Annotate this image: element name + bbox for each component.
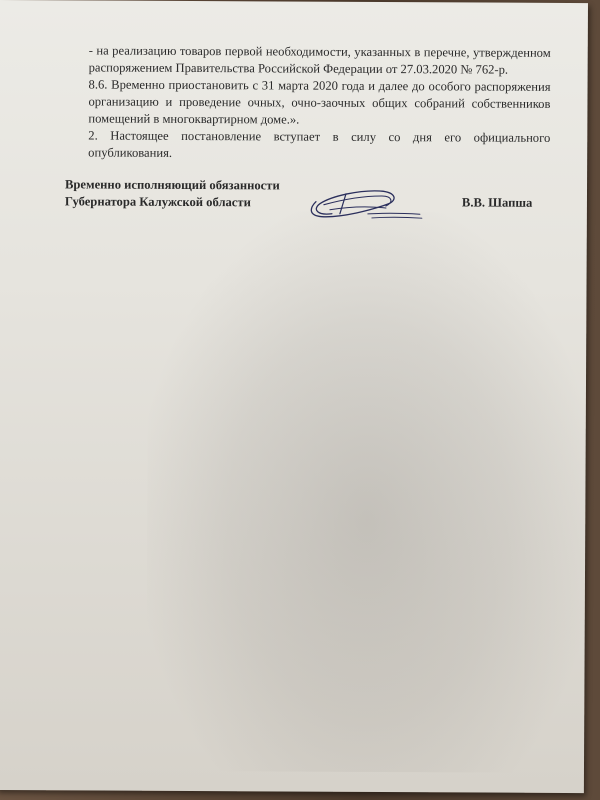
document-body	[88, 42, 551, 163]
paragraph-section-8-6: 8.6. Временно приостановить с 31 марта 2020 года и далее до особого распоряжения организацию и проведение очных, очно-заочных общих собраний собственников помещений в многоквартирном доме.».	[88, 77, 551, 127]
paragraph-effective-date: 2. Настоящее постановление вступает в силу со дня его официального опубликования.	[88, 128, 551, 160]
signatory-title-line-1: Временно исполняющий обязанности	[64, 177, 280, 193]
signatory-title-line-2: Губернатора Калужской области	[64, 194, 251, 210]
photo-shadow	[146, 211, 588, 773]
signatory-title	[65, 176, 280, 211]
paragraph-list-item: - на реализацию товаров первой необходимости, указанных в перечне, утвержденном распоряжением Правительства Российской Федерации от 27.03.2020 № 762-р.	[88, 43, 551, 77]
signer-name: В.В. Шапша	[461, 195, 533, 210]
signature-icon	[302, 180, 428, 227]
